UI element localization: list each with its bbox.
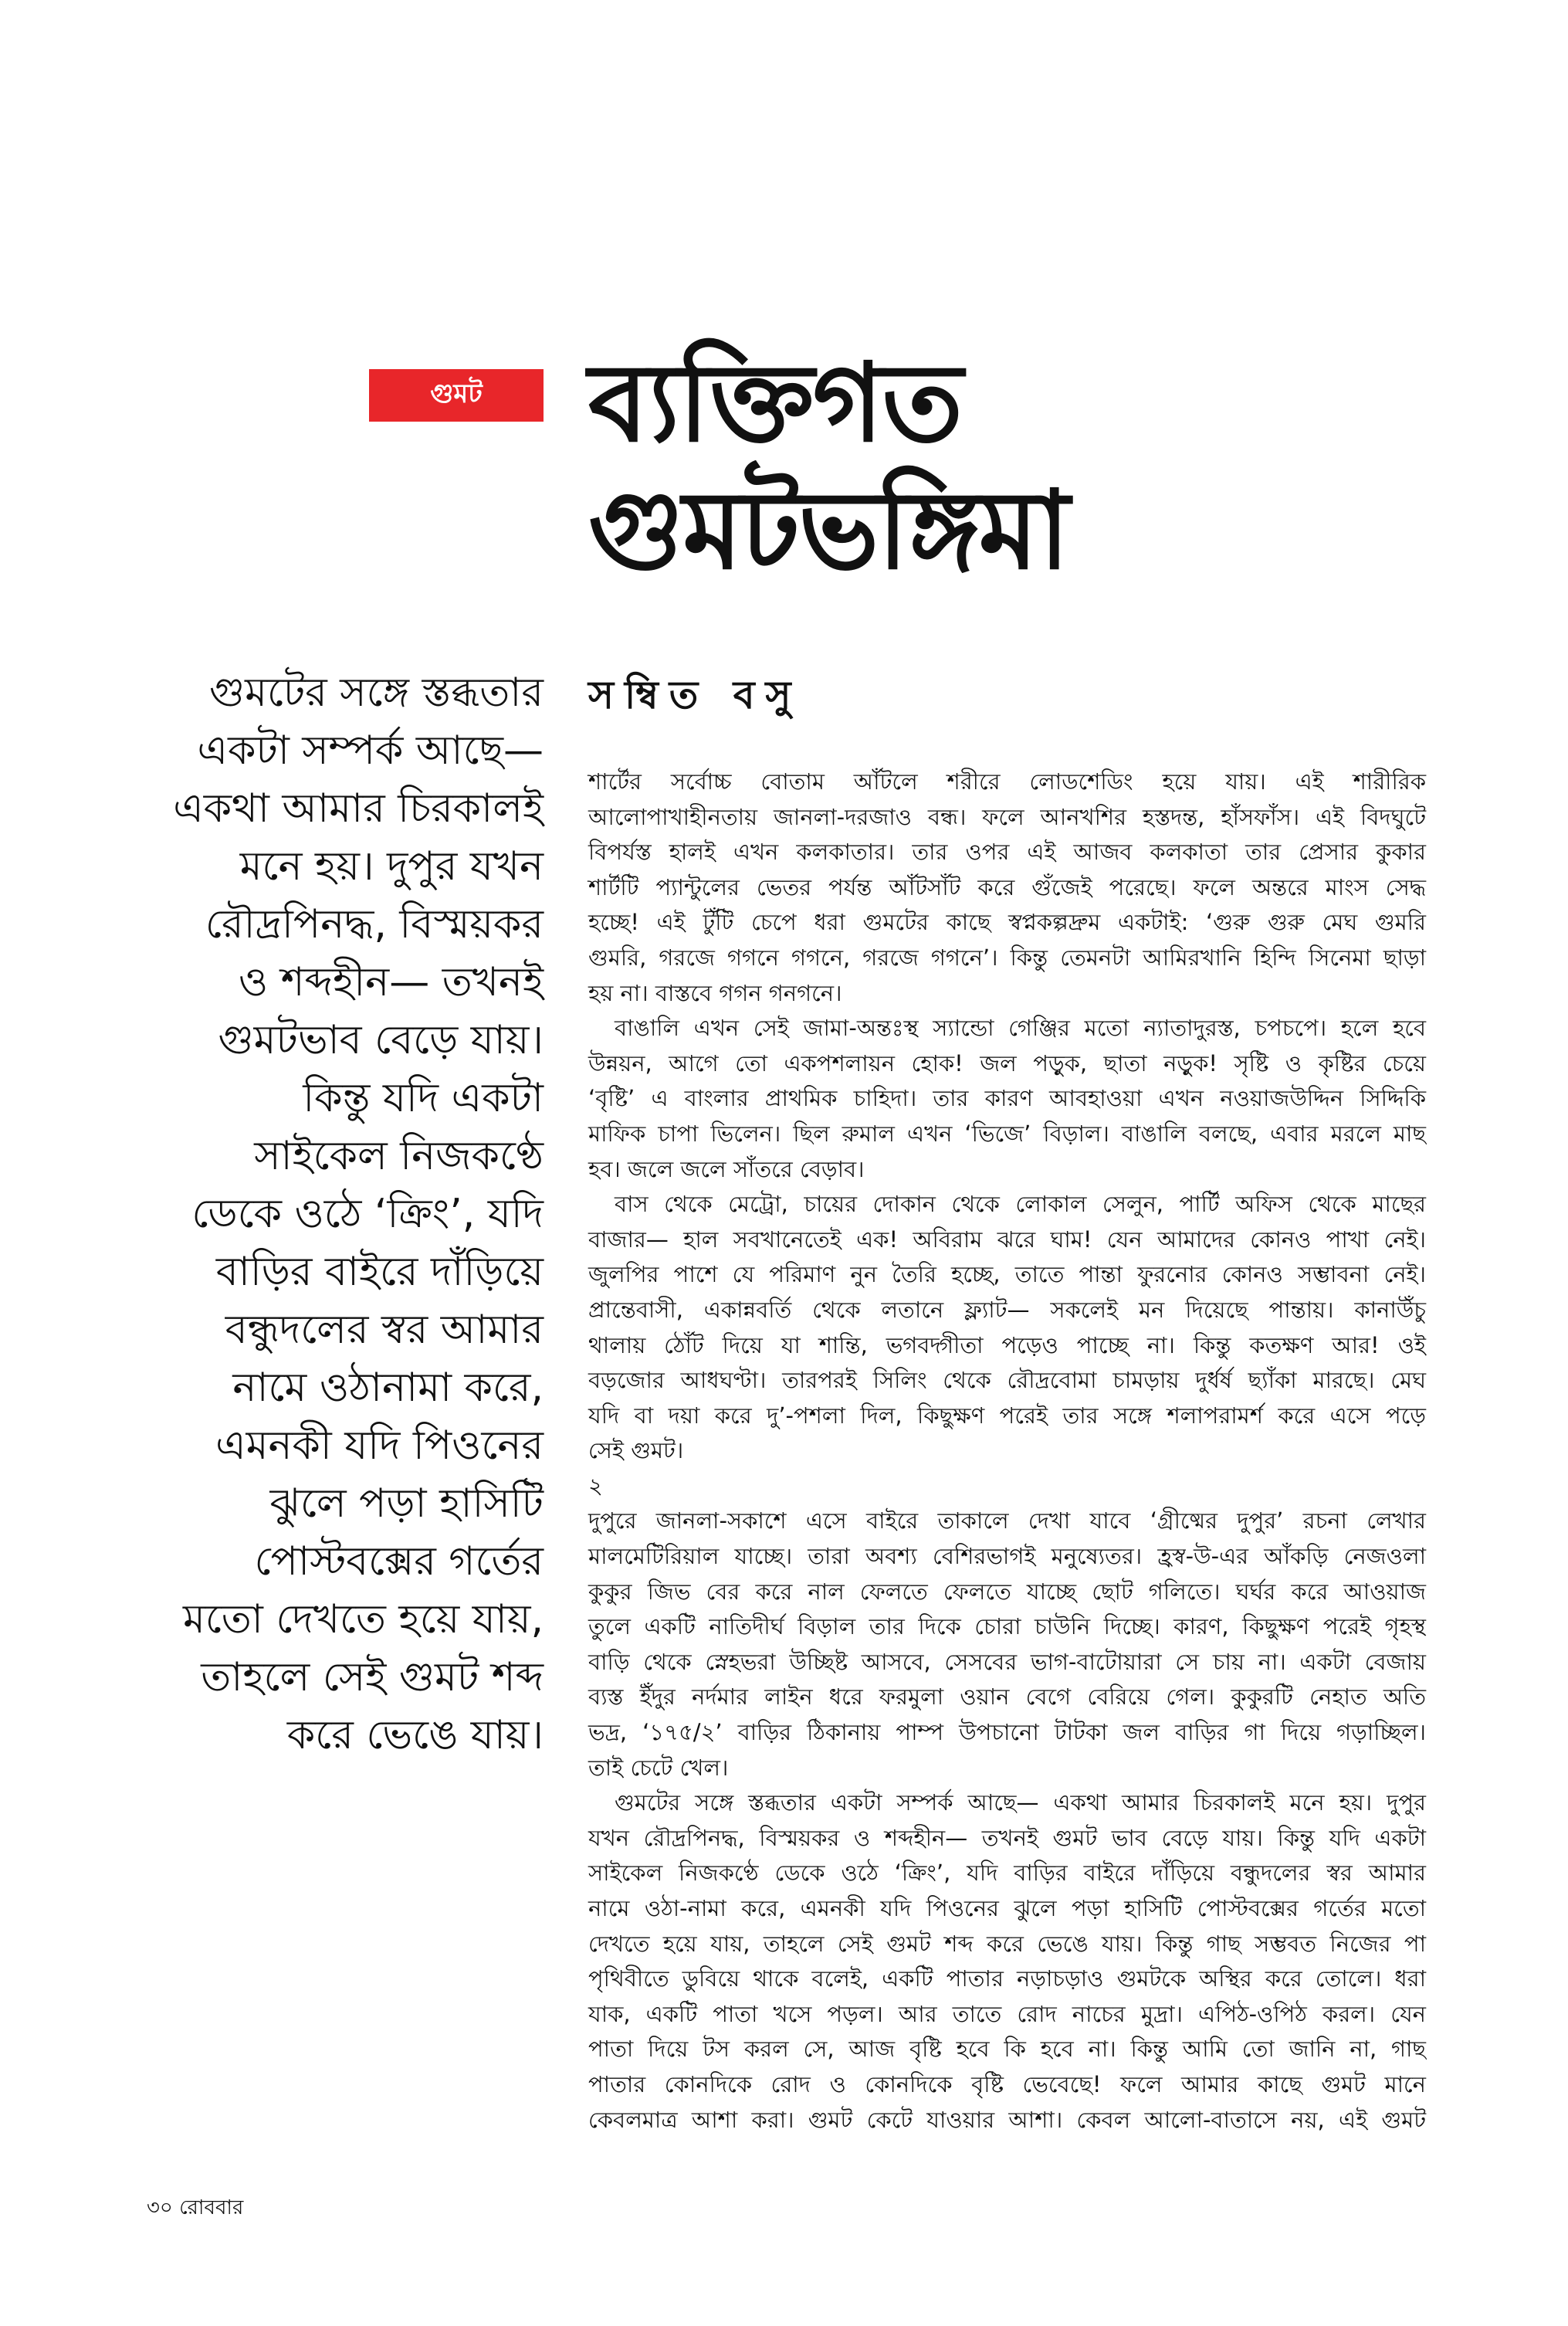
text-line: সাইকেল নিজকণ্ঠে ডেকে ওঠে ‘ক্রিং’, যদি বাড়ির বাইরে দাঁড়িয়ে বন্ধুদলের স্বর আমার [588,1860,1426,1887]
text-line: হব। জলে জলে সাঁতরে বেড়াব। [588,1155,865,1182]
paragraph [588,1011,1426,1187]
pull-quote-line: রৌদ্রপিনদ্ধ, বিস্ময়কর [205,901,544,948]
text-line: মালমেটিরিয়াল যাচ্ছে। তারা অবশ্য বেশিরভাগই মনুষ্যেতর। হ্রস্ব-উ-এর আঁকড়ি নেজওলা [588,1543,1426,1570]
text-line: ব্যস্ত ইঁদুর নর্দমার লাইন ধরে ফরমুলা ওয়ান বেগে বেরিয়ে গেল। কুকুরটি নেহাত অতি [588,1683,1426,1711]
text-line: তুলে একটি নাতিদীর্ঘ বিড়াল তার দিকে চোরা চাউনি দিচ্ছে। কারণ, কিছুক্ষণ পরেই গৃহস্থ [588,1613,1426,1640]
text-line: পৃথিবীতে ডুবিয়ে থাকে বলেই, একটি পাতার নড়াচড়াও গুমটকে অস্থির করে তোলে। ধরা [588,1965,1426,1992]
magazine-name: রোববার [179,2196,244,2219]
text-line: বড়জোর আধঘণ্টা। তারপরই সিলিং থেকে রৌদ্রবোমা চামড়ায় দুর্ধর্ষ ছ্যাঁকা মারছে। মেঘ [588,1367,1426,1394]
text-line: কুকুর জিভ বের করে নাল ফেলতে ফেলতে যাচ্ছে ছোট গলিতে। ঘর্ঘর করে আওয়াজ [588,1578,1426,1605]
pull-quote-line: পোস্টবক্সের গর্তের [254,1538,544,1585]
pull-quote-line: কিন্তু যদি একটা [303,1075,544,1121]
text-line: হচ্ছে! এই টুঁটি চেপে ধরা গুমটের কাছে স্বপ্নকল্পদ্রুম একটাই: ‘গুরু গুরু মেঘ গুমরি [588,909,1426,936]
page-number: ৩০ [147,2196,173,2219]
section-number: ২ [588,1472,603,1499]
pull-quote-line: ডেকে ওঠে ‘ক্রিং’, যদি [191,1191,544,1237]
section-tag: গুমট [369,369,544,422]
pull-quote-line: বাড়ির বাইরে দাঁড়িয়ে [215,1249,544,1295]
pull-quote [116,664,544,1765]
text-line: যাক, একটি পাতা খসে পড়ল। আর তাতে রোদ নাচের মুদ্রা। এপিঠ-ওপিঠ করল। যেন [588,2000,1426,2027]
paragraph [588,1187,1426,1469]
text-line: দেখতে হয়ে যায়, তাহলে সেই গুমট শব্দ করে ভেঙে যায়। কিন্তু গাছ সম্ভবত নিজের পা [588,1930,1426,1957]
text-line: থালায় ঠোঁট দিয়ে যা শান্তি, ভগবদ্গীতা পড়েও পাচ্ছে না। কিন্তু কতক্ষণ আর! ওই [588,1331,1426,1358]
pull-quote-line: একথা আমার চিরকালই [173,785,544,832]
paragraph [588,1785,1426,2138]
text-line: আলোপাখাহীনতায় জানলা-দরজাও বন্ধ। ফলে আনখশির হস্তদন্ত, হাঁসফাঁস। এই বিদঘুটে [588,803,1426,830]
text-line: বাজার— হাল সবখানেতেই এক! অবিরাম ঝরে ঘাম! যেন আমাদের কোনও পাখা নেই। [588,1226,1426,1253]
text-line: পাতার কোনদিকে রোদ ও কোনদিকে বৃষ্টি ভেবেছে! ফলে আমার কাছে গুমট মানে [588,2070,1426,2097]
text-line: কেবলমাত্র আশা করা। গুমট কেটে যাওয়ার আশা। কেবল আলো-বাতাসে নয়, এই গুমট [588,2106,1426,2133]
text-line: জুলপির পাশে যে পরিমাণ নুন তৈরি হচ্ছে, তাতে পান্তা ফুরনোর কোনও সম্ভাবনা নেই। [588,1261,1426,1288]
paragraph [588,765,1426,1011]
text-line: বিপর্যস্ত হালই এখন কলকাতার। তার ওপর এই আজব কলকাতা তার প্রেসার কুকার [588,839,1426,866]
pull-quote-line: সাইকেল নিজকণ্ঠে [254,1133,544,1179]
pull-quote-line: ও শব্দহীন— তখনই [238,959,544,1005]
title-line-1: ব্যক্তিগত [588,341,962,466]
pull-quote-line: মনে হয়। দুপুর যখন [239,843,544,890]
pull-quote-line: তাহলে সেই গুমট শব্দ [201,1654,544,1700]
text-line: গুমটের সঙ্গে স্তব্ধতার একটা সম্পর্ক আছে— একথা আমার চিরকালই মনে হয়। দুপুর [615,1789,1426,1816]
pull-quote-line: গুমটের সঙ্গে স্তব্ধতার [208,670,544,716]
text-line: সেই গুমট। [588,1437,684,1464]
page-footer [147,2192,243,2226]
text-line: হয় না। বাস্তবে গগন গনগনে। [588,979,842,1006]
paragraph [588,1504,1426,1785]
text-line: নামে ওঠা-নামা করে, এমনকী যদি পিওনের ঝুলে পড়া হাসিটি পোস্টবক্সের গর্তের মতো [588,1895,1426,1921]
pull-quote-line: বন্ধুদলের স্বর আমার [225,1307,544,1353]
text-line: প্রান্তেবাসী, একান্নবর্তি থেকে লতানে ফ্ল্যাট— সকলেই মন দিয়েছে পান্তায়। কানাউঁচু [588,1296,1426,1323]
text-line: বাস থেকে মেট্রো, চায়ের দোকান থেকে লোকাল সেলুন, পার্টি অফিস থেকে মাছের [615,1191,1426,1218]
text-line: যখন রৌদ্রপিনদ্ধ, বিস্ময়কর ও শব্দহীন— তখনই গুমট ভাব বেড়ে যায়। কিন্তু যদি একটা [588,1824,1426,1851]
text-line: ভদ্র, ‘১৭৫/২’ বাড়ির ঠিকানায় পাম্প উপচানো টাটকা জল বাড়ির গা দিয়ে গড়াচ্ছিল। [588,1719,1426,1746]
text-line: দুপুরে জানলা-সকাশে এসে বাইরে তাকালে দেখা যাবে ‘গ্রীষ্মের দুপুর’ রচনা লেখার [588,1507,1426,1534]
pull-quote-line: ঝুলে পড়া হাসিটি [269,1480,544,1527]
text-line: বাড়ি থেকে স্নেহভরা উচ্ছিষ্ট আসবে, সেসবের ভাগ-বাটোয়ারা সে চায় না। একটা বেজায় [588,1648,1426,1675]
text-line: উন্নয়ন, আগে তো একপশলায়ন হোক! জল পড়ুক, ছাতা নড়ুক! সৃষ্টি ও কৃষ্টির চেয়ে [588,1049,1426,1077]
text-line: শার্টের সর্বোচ্চ বোতাম আঁটলে শরীরে লোডশেডিং হয়ে যায়। এই শারীরিক [588,768,1426,795]
text-line: শার্টটি প্যান্টুলের ভেতর পর্যন্ত আঁটসাঁট করে গুঁজেই পরেছে। ফলে অন্তরে মাংস সেদ্ধ [588,873,1426,900]
pull-quote-line: করে ভেঙে যায়। [286,1712,544,1758]
text-line: মাফিক চাপা ভিলেন। ছিল রুমাল এখন ‘ভিজে’ বিড়াল। বাঙালি বলছে, এবার মরলে মাছ [588,1120,1426,1147]
text-line: যদি বা দয়া করে দু’-পশলা দিল, কিছুক্ষণ পরেই তার সঙ্গে শলাপরামর্শ করে এসে পড়ে [588,1402,1426,1429]
pull-quote-line: নামে ওঠানামা করে, [232,1365,544,1411]
text-line: ‘বৃষ্টি’ এ বাংলার প্রাথমিক চাহিদা। তার কারণ আবহাওয়া এখন নওয়াজউদ্দিন সিদ্দিকি [588,1085,1426,1112]
article-body [588,765,1426,2138]
text-line: তাই চেটে খেল। [588,1754,729,1781]
article-title [588,340,1068,595]
text-line: বাঙালি এখন সেই জামা-অন্তঃস্থ স্যান্ডো গেঞ্জির মতো ন্যাতাদুরস্ত, চপচপে। হলে হবে [615,1015,1426,1042]
pull-quote-line: মতো দেখতে হয়ে যায়, [183,1596,544,1643]
author-byline: সম্বিত বসু [588,673,802,717]
pull-quote-line: এমনকী যদি পিওনের [215,1422,544,1469]
pull-quote-line: একটা সম্পর্ক আছে— [197,727,544,774]
title-line-2: গুমটভঙ্গিমা [588,468,1068,594]
text-line: পাতা দিয়ে টস করল সে, আজ বৃষ্টি হবে কি হবে না। কিন্তু আমি তো জানি না, গাছ [588,2036,1426,2063]
pull-quote-line: গুমটভাব বেড়ে যায়। [218,1017,544,1063]
text-line: গুমরি, গরজে গগনে গগনে, গরজে গগনে’। কিন্তু তেমনটা আমিরখানি হিন্দি সিনেমা ছাড়া [588,944,1426,971]
